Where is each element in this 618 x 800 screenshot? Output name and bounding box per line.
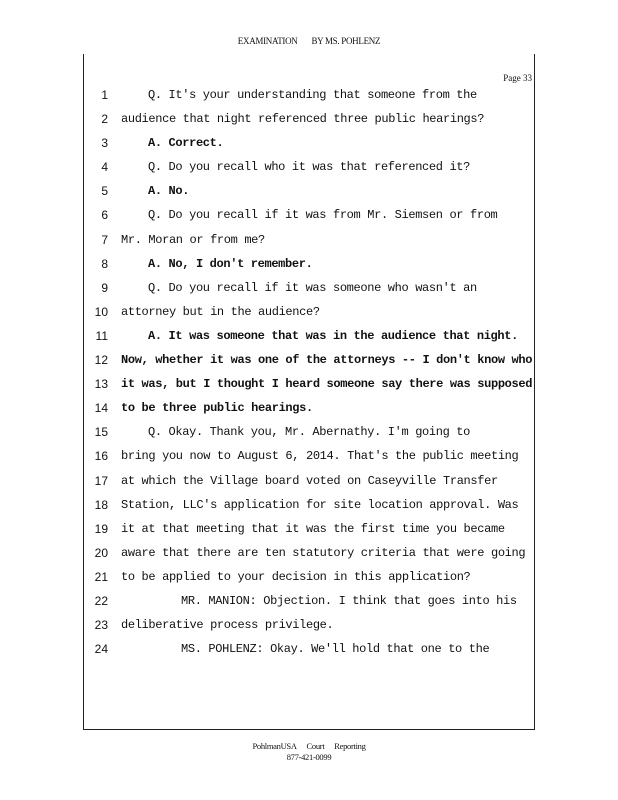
transcript-text bbox=[121, 87, 531, 665]
question-line: attorney but in the audience? bbox=[121, 304, 320, 319]
colloquy-line: MR. MANION: Objection. I think that goes into his bbox=[181, 593, 517, 608]
line-number: 6 bbox=[101, 208, 108, 223]
question-line: Q. It's your understanding that someone from the bbox=[148, 88, 477, 102]
line-number: 13 bbox=[94, 377, 108, 392]
footer-phone: 877-421-0099 bbox=[286, 752, 332, 762]
line-number: 23 bbox=[94, 618, 108, 633]
line-number: 7 bbox=[101, 232, 108, 247]
question-line: Mr. Moran or from me? bbox=[121, 232, 265, 247]
page-footer bbox=[0, 741, 618, 763]
answer-line: A. It was someone that was in the audience that night. bbox=[148, 328, 518, 343]
question-line: to be applied to your decision in this application? bbox=[121, 569, 471, 584]
line-number: 10 bbox=[94, 304, 108, 319]
question-line: Station, LLC's application for site location approval. Was bbox=[121, 497, 519, 512]
answer-line: to be three public hearings. bbox=[121, 401, 313, 416]
line-number: 5 bbox=[101, 184, 108, 199]
page-number: Page 33 bbox=[503, 73, 532, 83]
footer-company: PohlmanUSA bbox=[252, 741, 297, 751]
line-number: 1 bbox=[101, 88, 108, 102]
line-number: 21 bbox=[94, 569, 108, 584]
line-number: 9 bbox=[101, 280, 108, 295]
answer-line: Now, whether it was one of the attorneys -- I don't know who bbox=[121, 353, 533, 368]
line-number: 12 bbox=[94, 353, 108, 368]
line-number: 17 bbox=[94, 473, 108, 488]
line-number: 16 bbox=[94, 449, 108, 464]
page-header bbox=[0, 36, 618, 46]
question-line: it at that meeting that it was the first time you became bbox=[121, 521, 505, 536]
line-number: 3 bbox=[101, 136, 108, 151]
line-number: 8 bbox=[101, 256, 108, 271]
line-number: 22 bbox=[94, 593, 108, 608]
line-number: 11 bbox=[95, 328, 108, 343]
question-line: Q. Okay. Thank you, Mr. Abernathy. I'm going to bbox=[148, 425, 471, 440]
line-number: 15 bbox=[94, 425, 108, 440]
line-number: 14 bbox=[94, 401, 108, 416]
question-line: Q. Do you recall if it was someone who wasn't an bbox=[148, 280, 477, 295]
header-examiner: BY MS. POHLENZ bbox=[311, 36, 381, 46]
question-line: audience that night referenced three public hearings? bbox=[121, 112, 485, 127]
colloquy-line: deliberative process privilege. bbox=[121, 618, 334, 633]
line-number: 18 bbox=[94, 497, 108, 512]
line-number: 24 bbox=[94, 642, 108, 657]
question-line: Q. Do you recall who it was that referenced it? bbox=[148, 160, 471, 175]
line-number: 2 bbox=[101, 112, 108, 127]
answer-line: A. No. bbox=[148, 184, 190, 199]
line-number: 19 bbox=[94, 521, 108, 536]
line-number: 20 bbox=[94, 545, 108, 560]
footer-company: Court bbox=[306, 741, 325, 751]
question-line: Q. Do you recall if it was from Mr. Siemsen or from bbox=[148, 208, 498, 223]
colloquy-line: MS. POHLENZ: Okay. We'll hold that one to the bbox=[181, 642, 490, 657]
question-line: bring you now to August 6, 2014. That's the public meeting bbox=[121, 449, 519, 464]
answer-line: it was, but I thought I heard someone say there was supposed bbox=[121, 377, 533, 392]
answer-line: A. No, I don't remember. bbox=[148, 256, 313, 271]
line-number-column bbox=[94, 87, 108, 665]
footer-company: Reporting bbox=[334, 741, 366, 751]
question-line: aware that there are ten statutory criteria that were going bbox=[121, 545, 526, 560]
answer-line: A. Correct. bbox=[148, 136, 224, 151]
header-section: EXAMINATION bbox=[237, 36, 298, 46]
line-number: 4 bbox=[101, 160, 108, 175]
question-line: at which the Village board voted on Caseyville Transfer bbox=[121, 473, 498, 488]
